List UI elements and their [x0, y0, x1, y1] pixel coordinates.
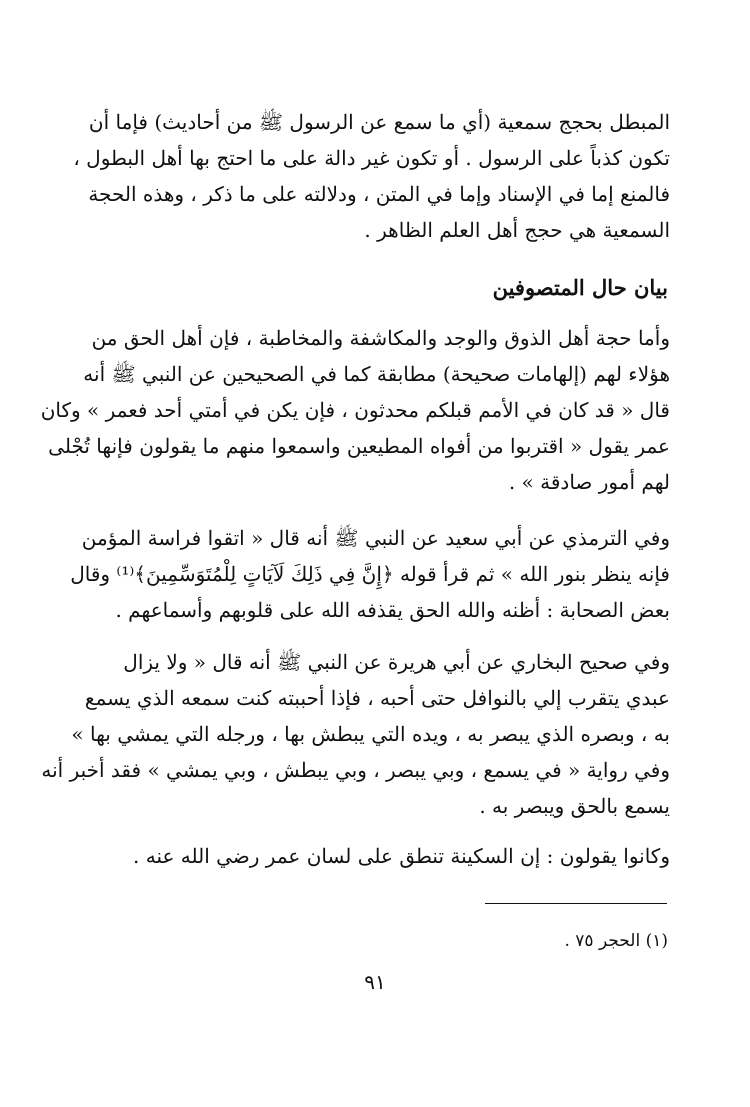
- paragraph-2-line-2: هؤلاء لهم (إلهامات صحيحة) مطابقة كما في الصحيحين عن النبي ﷺ أنه: [83, 362, 670, 386]
- paragraph-1-line-3: فالمنع إما في الإسناد وإما في المتن ، ودلالته على ما ذكر ، وهذه الحجة: [88, 182, 670, 206]
- paragraph-1: [73, 104, 670, 248]
- section-heading: بيان حال المتصوفين: [492, 275, 668, 300]
- paragraph-3-line-2: فإنه ينظر بنور الله » ثم قرأ قوله ﴿إِنَّ فِي ذَلِكَ لَآيَاتٍ لِلْمُتَوَسِّمِينَ﴾⁽¹⁾ وقال: [70, 562, 670, 586]
- page-number: ٩١: [364, 970, 386, 994]
- paragraph-5-line-1: وكانوا يقولون : إن السكينة تنطق على لسان عمر رضي الله عنه .: [133, 844, 670, 868]
- paragraph-3-line-1: وفي الترمذي عن أبي سعيد عن النبي ﷺ أنه قال « اتقوا فراسة المؤمن: [81, 526, 670, 550]
- footnote: (١) الحجر ٧٥ .: [564, 931, 668, 951]
- paragraph-3-line-3: بعض الصحابة : أظنه والله الحق يقذفه الله على قلوبهم وأسماعهم .: [115, 598, 670, 622]
- paragraph-4-line-5: يسمع بالحق ويبصر به .: [479, 794, 670, 818]
- paragraph-2-line-3: قال « قد كان في الأمم قبلكم محدثون ، فإن يكن في أمتي أحد فعمر » وكان: [40, 398, 670, 422]
- paragraph-2: [40, 320, 670, 500]
- paragraph-5: [135, 838, 670, 874]
- paragraph-4-line-2: عبدي يتقرب إلي بالنوافل حتى أحبه ، فإذا أحببته كنت سمعه الذي يسمع: [84, 686, 670, 710]
- paragraph-1-line-2: تكون كذباً على الرسول . أو تكون غير دالة على ما احتج بها أهل البطول ،: [73, 146, 670, 170]
- paragraph-2-line-5: لهم أمور صادقة » .: [508, 470, 670, 494]
- paragraph-3: [70, 520, 670, 628]
- paragraph-4-line-4: وفي رواية « في يسمع ، وبي يبصر ، وبي يبطش ، وبي يمشي » فقد أخبر أنه: [41, 758, 670, 782]
- paragraph-4-line-1: وفي صحيح البخاري عن أبي هريرة عن النبي ﷺ أنه قال « ولا يزال: [123, 650, 670, 674]
- paragraph-4-line-3: به ، وبصره الذي يبصر به ، ويده التي يبطش بها ، ورجله التي يمشي بها »: [71, 722, 670, 746]
- paragraph-2-line-4: عمر يقول « اقتربوا من أفواه المطيعين واسمعوا منهم ما يقولون فإنها تُجْلى: [48, 434, 670, 458]
- paragraph-1-line-1: المبطل بحجج سمعية (أي ما سمع عن الرسول ﷺ من أحاديث) فإما أن: [88, 110, 670, 134]
- paragraph-4: [41, 644, 670, 824]
- paragraph-2-line-1: وأما حجة أهل الذوق والوجد والمكاشفة والمخاطبة ، فإن أهل الحق من: [91, 326, 670, 350]
- paragraph-1-line-4: السمعية هي حجج أهل العلم الظاهر .: [364, 218, 670, 242]
- footnote-divider: [485, 903, 667, 904]
